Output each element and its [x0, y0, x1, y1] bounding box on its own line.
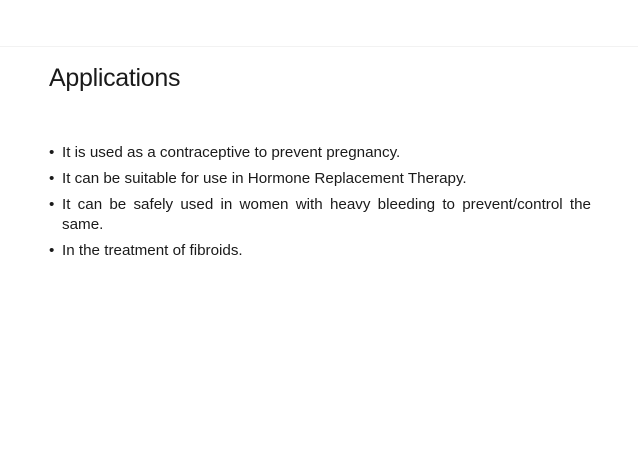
bullet-text: It can be suitable for use in Hormone Replacement Therapy.	[62, 170, 467, 187]
bullet-item	[49, 169, 591, 189]
bullet-marker: •	[49, 144, 55, 161]
bullet-text: In the treatment of fibroids.	[62, 242, 243, 259]
bullet-item	[49, 241, 591, 261]
bullet-item	[49, 195, 591, 235]
bullet-text: It can be safely used in women with heavy bleeding to prevent/control the same.	[62, 196, 591, 233]
top-divider	[0, 46, 638, 47]
bullet-marker: •	[49, 242, 55, 259]
slide-title: Applications	[49, 64, 181, 92]
bullet-item	[49, 143, 591, 163]
bullet-list	[49, 143, 591, 267]
bullet-text: It is used as a contraceptive to prevent pregnancy.	[62, 144, 401, 161]
bullet-marker: •	[49, 196, 55, 213]
bullet-marker: •	[49, 170, 55, 187]
